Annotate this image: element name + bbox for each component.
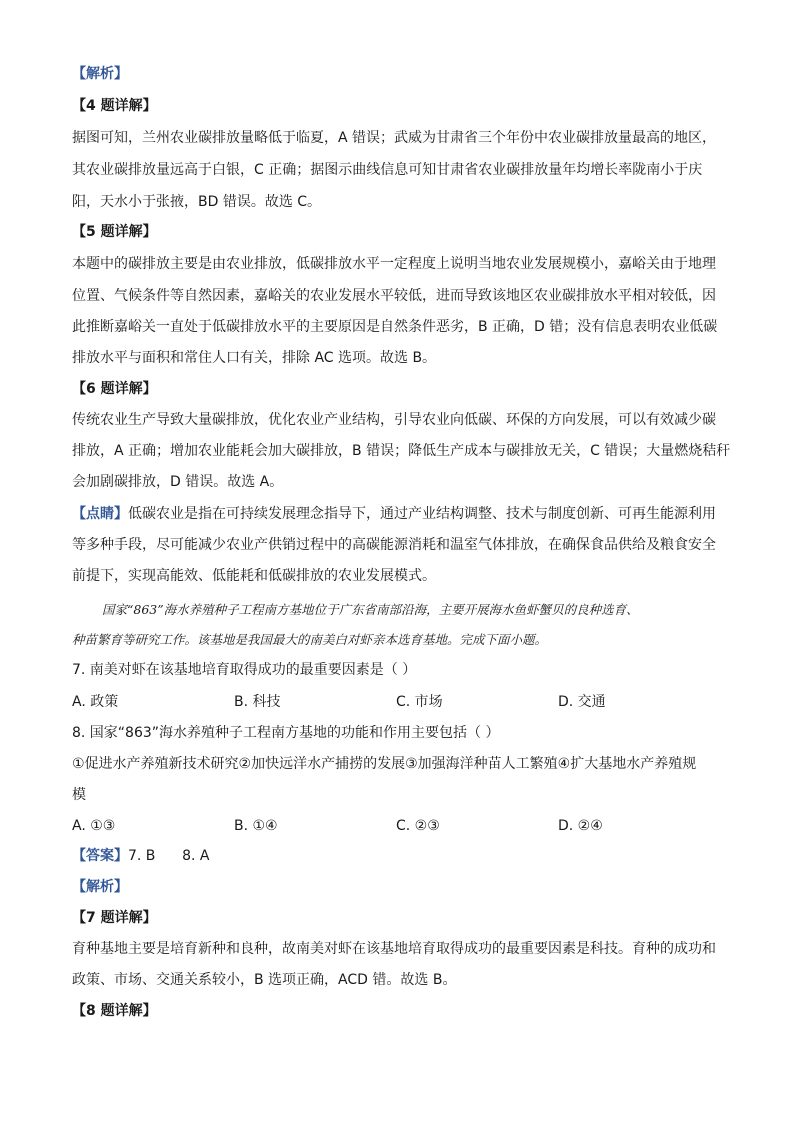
q7-line-2: 政策、市场、交通关系较小，B 选项正确，ACD 错。故选 B。 [72, 972, 457, 988]
q5-line-2: 位置、气候条件等自然因素，嘉峪关的农业发展水平较低，进而导致该地区农业碳排放水平相对较低，因 [72, 288, 716, 304]
q6-line-1: 传统农业生产导致大量碳排放，优化农业产业结构，引导农业向低碳、环保的方向发展，可以有效减少碳 [72, 412, 716, 428]
q7-option-d: D. 交通 [558, 694, 606, 710]
section-header-jiexi-2: 【解析】 [72, 879, 128, 895]
q5-line-4: 排放水平与面积和常住人口有关，排除 AC 选项。故选 B。 [72, 350, 437, 366]
dianjing-line-3: 前提下，实现高能效、低能耗和低碳排放的农业发展模式。 [72, 568, 436, 584]
dianjing-line-1 [72, 504, 732, 524]
q4-line-3: 阳，天水小于张掖，BD 错误。故选 C。 [72, 194, 322, 210]
q7-heading: 【7 题详解】 [72, 910, 157, 926]
dianjing-text-1: 低碳农业是指在可持续发展理念指导下，通过产业结构调整、技术与制度创新、可再生能源利用 [128, 506, 716, 522]
intro-line-2: 种苗繁育等研究工作。该基地是我国最大的南美白对虾亲本选育基地。完成下面小题。 [72, 632, 548, 647]
dianjing-line-2: 等多种手段，尽可能减少农业产供销过程中的高碳能源消耗和温室气体排放，在确保食品供给及粮食安全 [72, 537, 716, 553]
q8-option-c: C. ②③ [396, 818, 440, 834]
section-header-jiexi: 【解析】 [72, 66, 128, 82]
q8-heading: 【8 题详解】 [72, 1003, 157, 1019]
q8-option-a: A. ①③ [72, 818, 116, 834]
q4-heading: 【4 题详解】 [72, 98, 157, 114]
q5-line-3: 此推断嘉峪关一直处于低碳排放水平的主要原因是自然条件恶劣，B 正确，D 错；没有信息表明农业低碳 [72, 319, 718, 335]
q7-stem: 7. 南美对虾在该基地培育取得成功的最重要因素是（ ） [72, 662, 417, 678]
q8-stem: 8. 国家“863”海水养殖种子工程南方基地的功能和作用主要包括（ ） [72, 725, 500, 741]
answer-line [72, 846, 732, 866]
q8-items-line-2: 模 [72, 787, 86, 803]
q6-heading: 【6 题详解】 [72, 381, 157, 397]
q5-line-1: 本题中的碳排放主要是由农业排放，低碳排放水平一定程度上说明当地农业发展规模小，嘉峪关由于地理 [72, 256, 716, 272]
q5-heading: 【5 题详解】 [72, 224, 157, 240]
intro-line-1: 国家“863”海水养殖种子工程南方基地位于广东省南部沿海，主要开展海水鱼虾蟹贝的良种选育、 [102, 602, 639, 617]
q6-line-2: 排放，A 正确；增加农业能耗会加大碳排放，B 错误；降低生产成本与碳排放无关，C 错误；大量燃烧秸秆 [72, 443, 731, 459]
q7-option-a: A. 政策 [72, 694, 119, 710]
q8-option-d: D. ②④ [558, 818, 603, 834]
answer-heading: 【答案】 [72, 848, 128, 864]
q8-option-b: B. ①④ [234, 818, 278, 834]
q7-option-b: B. 科技 [234, 694, 281, 710]
q7-option-c: C. 市场 [396, 694, 443, 710]
q4-line-2: 其农业碳排放量远高于白银，C 正确；据图示曲线信息可知甘肃省农业碳排放量年均增长率陇南小于庆 [72, 162, 703, 178]
dianjing-heading: 【点睛】 [72, 506, 128, 522]
q8-items-line-1: ①促进水产养殖新技术研究②加快远洋水产捕捞的发展③加强海洋种苗人工繁殖④扩大基地水产养殖规 [72, 756, 697, 772]
q4-line-1: 据图可知，兰州农业碳排放量略低于临夏，A 错误；武威为甘肃省三个年份中农业碳排放量最高的地区， [72, 130, 717, 146]
answer-text: 7. B 8. A [128, 848, 210, 864]
q6-line-3: 会加剧碳排放，D 错误。故选 A。 [72, 474, 284, 490]
q7-line-1: 育种基地主要是培育新种和良种，故南美对虾在该基地培育取得成功的最重要因素是科技。育种的成功和 [72, 941, 716, 957]
